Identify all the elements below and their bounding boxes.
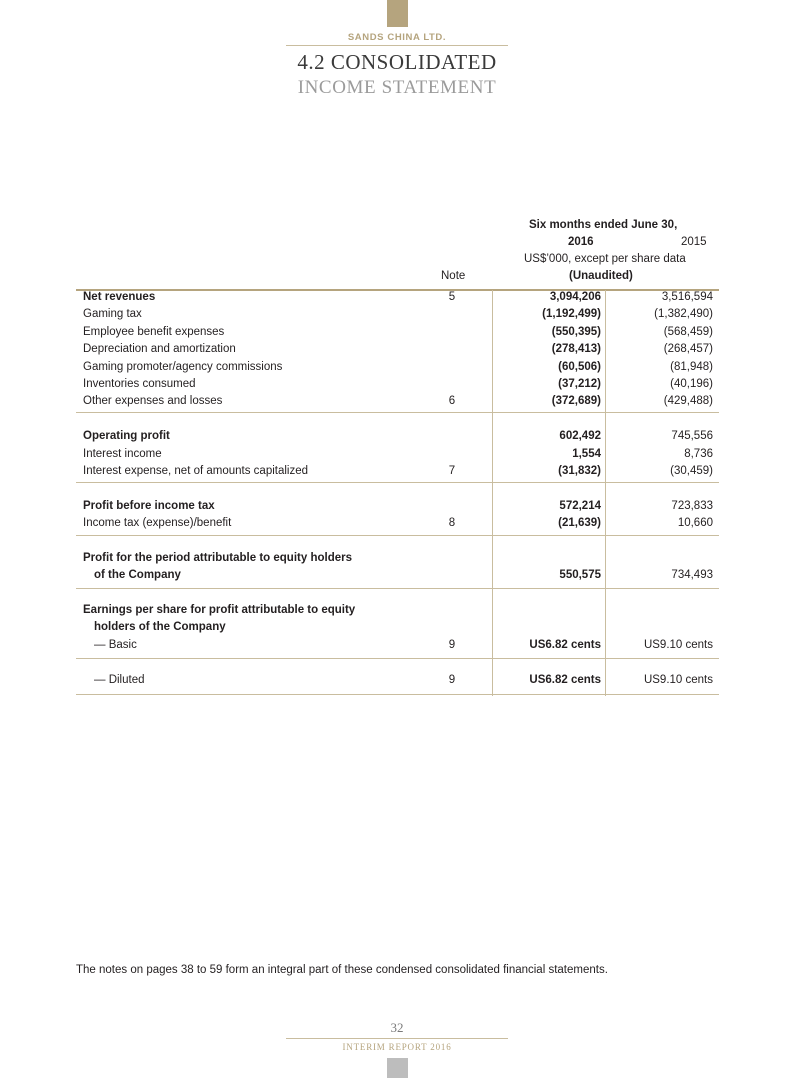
row-label: Gaming tax bbox=[83, 308, 142, 321]
table-row bbox=[76, 550, 719, 567]
value-2016: (21,639) bbox=[558, 517, 601, 530]
row-note: 5 bbox=[448, 291, 456, 303]
year-2016-heading: 2016 bbox=[568, 236, 594, 248]
value-2015: (1,382,490) bbox=[654, 308, 713, 321]
table-row bbox=[76, 341, 719, 358]
row-label: Earnings per share for profit attributable to equity bbox=[83, 604, 356, 617]
table-row bbox=[76, 359, 719, 376]
company-name: SANDS CHINA LTD. bbox=[347, 32, 447, 43]
row-label: Interest income bbox=[83, 447, 162, 460]
table-row bbox=[76, 428, 719, 445]
value-2015: (268,457) bbox=[663, 343, 713, 356]
row-label: — Basic bbox=[94, 638, 137, 651]
value-2015: 734,493 bbox=[671, 569, 713, 582]
row-note: 9 bbox=[448, 673, 456, 686]
period-heading: Six months ended June 30, bbox=[529, 219, 678, 231]
value-2016: US6.82 cents bbox=[529, 673, 601, 686]
value-2016: (60,506) bbox=[558, 360, 601, 373]
value-2015: (429,488) bbox=[663, 395, 713, 408]
table-bottom-rule bbox=[76, 694, 719, 695]
table-row bbox=[76, 306, 719, 323]
row-label: Income tax (expense)/benefit bbox=[83, 517, 232, 530]
value-2015: (568,459) bbox=[663, 325, 713, 338]
value-2016: 572,214 bbox=[559, 499, 601, 512]
page-title: 4.2 CONSOLIDATED bbox=[297, 50, 497, 74]
row-note: 9 bbox=[448, 638, 456, 651]
row-note: 6 bbox=[448, 395, 456, 408]
spacer-row bbox=[76, 480, 719, 497]
table-row bbox=[76, 602, 719, 619]
value-2015: (81,948) bbox=[670, 360, 713, 373]
table-row bbox=[76, 619, 719, 636]
row-label: — Diluted bbox=[94, 673, 145, 686]
row-label: Employee benefit expenses bbox=[83, 325, 225, 338]
spacer-row bbox=[76, 532, 719, 549]
row-label: Profit for the period attributable to equity holders bbox=[83, 551, 352, 564]
value-2015: US9.10 cents bbox=[643, 673, 713, 686]
header-tab-decoration bbox=[387, 0, 408, 27]
value-2015: (30,459) bbox=[670, 464, 713, 477]
value-2015: (40,196) bbox=[670, 377, 713, 390]
income-statement-table bbox=[76, 289, 719, 689]
note-heading: Note bbox=[441, 270, 466, 282]
table-row bbox=[76, 637, 719, 654]
value-2015: 723,833 bbox=[671, 499, 713, 512]
unaudited-heading: (Unaudited) bbox=[569, 270, 633, 282]
value-2016: 1,554 bbox=[572, 447, 601, 460]
row-label: Gaming promoter/agency commissions bbox=[83, 360, 283, 373]
spacer-row bbox=[76, 585, 719, 602]
table-row bbox=[76, 393, 719, 410]
table-row bbox=[76, 463, 719, 480]
table-row bbox=[76, 376, 719, 393]
table-row bbox=[76, 567, 719, 584]
row-label: Net revenues bbox=[83, 291, 156, 303]
value-2016: (372,689) bbox=[551, 395, 601, 408]
table-row bbox=[76, 498, 719, 515]
value-2015: 8,736 bbox=[684, 447, 713, 460]
row-label: Other expenses and losses bbox=[83, 395, 223, 408]
page-number: 32 bbox=[390, 1020, 404, 1035]
row-label: Interest expense, net of amounts capitalized bbox=[83, 464, 309, 477]
row-note: 7 bbox=[448, 464, 456, 477]
value-2015: 10,660 bbox=[677, 517, 713, 530]
table-row bbox=[76, 672, 719, 689]
units-heading: US$’000, except per share data bbox=[524, 253, 686, 265]
row-label: Depreciation and amortization bbox=[83, 343, 236, 356]
table-row bbox=[76, 324, 719, 341]
value-2015: 745,556 bbox=[671, 430, 713, 443]
row-label: Operating profit bbox=[83, 430, 170, 443]
value-2016: (37,212) bbox=[558, 377, 601, 390]
value-2016: (31,832) bbox=[558, 464, 601, 477]
page-subtitle: INCOME STATEMENT bbox=[297, 77, 497, 98]
table-row bbox=[76, 289, 719, 306]
spacer-row bbox=[76, 411, 719, 428]
footer-divider bbox=[286, 1038, 508, 1039]
report-name: INTERIM REPORT 2016 bbox=[342, 1042, 452, 1052]
row-label-continued: holders of the Company bbox=[94, 621, 226, 634]
value-2016: (1,192,499) bbox=[542, 308, 601, 321]
header-divider bbox=[286, 45, 508, 46]
year-2015-heading: 2015 bbox=[681, 236, 707, 248]
table-row bbox=[76, 515, 719, 532]
value-2016: (550,395) bbox=[551, 325, 601, 338]
row-label: Profit before income tax bbox=[83, 499, 215, 512]
row-label-continued: of the Company bbox=[94, 569, 181, 582]
value-2015: 3,516,594 bbox=[661, 291, 713, 303]
footer-tab-decoration bbox=[387, 1058, 408, 1078]
value-2015: US9.10 cents bbox=[643, 638, 713, 651]
value-2016: (278,413) bbox=[551, 343, 601, 356]
row-note: 8 bbox=[448, 517, 456, 530]
table-row bbox=[76, 446, 719, 463]
row-label: Inventories consumed bbox=[83, 377, 196, 390]
value-2016: 3,094,206 bbox=[549, 291, 601, 303]
value-2016: 550,575 bbox=[559, 569, 601, 582]
spacer-row bbox=[76, 654, 719, 671]
value-2016: US6.82 cents bbox=[529, 638, 601, 651]
value-2016: 602,492 bbox=[559, 430, 601, 443]
footnote: The notes on pages 38 to 59 form an integral part of these condensed consolidated financial statements. bbox=[76, 964, 608, 976]
